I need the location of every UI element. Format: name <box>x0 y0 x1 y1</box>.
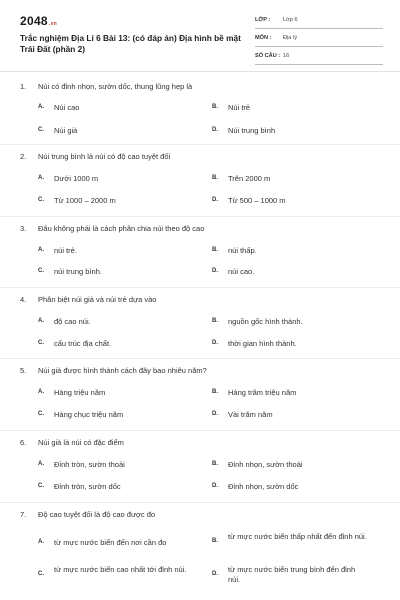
question-number: 1. <box>20 82 27 91</box>
question-text: Núi có đỉnh nhọn, sườn dốc, thung lũng hẹp là <box>38 82 193 91</box>
question-text: Núi già được hình thành cách đây bao nhiêu năm? <box>38 366 207 375</box>
meta-row-subject <box>255 32 383 47</box>
option-letter: C. <box>38 571 44 577</box>
option-letter: C. <box>38 268 44 274</box>
option-text: cấu trúc địa chất. <box>54 339 112 348</box>
option-text: Từ 500 – 1000 m <box>228 196 286 205</box>
worksheet-meta <box>255 14 383 68</box>
option-text: Đỉnh tròn, sườn dốc <box>54 482 121 491</box>
option-letter: D. <box>212 571 218 577</box>
question-divider <box>0 358 400 359</box>
option-letter: C. <box>38 127 44 133</box>
option-letter: D. <box>212 340 218 346</box>
option-letter: D. <box>212 483 218 489</box>
option-letter: A. <box>38 247 44 253</box>
worksheet-header <box>0 0 400 74</box>
option-text: Núi trung bình <box>228 126 276 135</box>
option-text: độ cao núi. <box>54 317 91 326</box>
option-text: Đỉnh tròn, sườn thoải <box>54 460 125 469</box>
option-letter: B. <box>212 318 218 324</box>
option-text: Đỉnh nhọn, sườn thoải <box>228 460 303 469</box>
option-text: Hàng trăm triệu năm <box>228 388 297 397</box>
option-text: núi thấp. <box>228 246 257 255</box>
option-letter: A. <box>38 104 44 110</box>
header-divider <box>0 71 400 72</box>
option-letter: B. <box>212 461 218 467</box>
option-letter: A. <box>38 539 44 545</box>
option-text: từ mực nước biển cao nhất tới đỉnh núi. <box>54 565 187 574</box>
question-number: 5. <box>20 366 27 375</box>
site-logo[interactable] <box>20 14 57 28</box>
logo-main-text: 2048 <box>20 14 48 28</box>
meta-class-value: Lớp 6 <box>283 17 298 23</box>
question-divider <box>0 144 400 145</box>
question-number: 2. <box>20 152 27 161</box>
meta-count-label: SỐ CÂU : <box>255 53 281 59</box>
option-text: thời gian hình thành. <box>228 339 297 348</box>
question-divider <box>0 216 400 217</box>
option-text: Dưới 1000 m <box>54 174 99 183</box>
option-text: núi cao. <box>228 267 255 276</box>
option-text: nguồn gốc hình thành. <box>228 317 303 326</box>
question-number: 7. <box>20 510 27 519</box>
option-text: từ mực nước biển thấp nhất đến đỉnh núi. <box>228 532 367 541</box>
option-letter: B. <box>212 389 218 395</box>
meta-subject-value: Địa lý <box>283 35 297 41</box>
option-letter: B. <box>212 175 218 181</box>
logo-domain-text: .vn <box>48 21 58 27</box>
option-letter: C. <box>38 411 44 417</box>
option-text: từ mực nước biển trung bình đến đỉnh núi. <box>228 565 356 584</box>
option-letter: A. <box>38 461 44 467</box>
option-letter: C. <box>38 483 44 489</box>
option-letter: D. <box>212 268 218 274</box>
option-letter: C. <box>38 197 44 203</box>
option-text: Núi già <box>54 126 78 135</box>
option-text: Hàng triệu năm <box>54 388 106 397</box>
option-text: Từ 1000 – 2000 m <box>54 196 116 205</box>
option-text: Trên 2000 m <box>228 174 271 183</box>
meta-class-label: LỚP : <box>255 17 271 23</box>
option-text: núi trẻ. <box>54 246 77 255</box>
question-text: Độ cao tuyệt đối là độ cao được đo <box>38 510 156 519</box>
option-letter: D. <box>212 411 218 417</box>
meta-row-class <box>255 14 383 29</box>
option-text: Hàng chục triệu năm <box>54 410 124 419</box>
option-text: Núi cao <box>54 103 80 112</box>
question-divider <box>0 430 400 431</box>
question-number: 6. <box>20 438 27 447</box>
question-text: Đâu không phải là cách phân chia núi theo độ cao <box>38 224 205 233</box>
meta-subject-label: MÔN : <box>255 35 272 41</box>
option-text: Đỉnh nhọn, sườn dốc <box>228 482 299 491</box>
option-letter: B. <box>212 104 218 110</box>
option-letter: C. <box>38 340 44 346</box>
meta-row-count <box>255 50 383 65</box>
question-text: Phân biệt núi già và núi trẻ dựa vào <box>38 295 157 304</box>
option-letter: D. <box>212 127 218 133</box>
question-number: 4. <box>20 295 27 304</box>
option-text: từ mực nước biển đến nơi cần đo <box>54 538 167 547</box>
option-text: Núi trẻ <box>228 103 251 112</box>
question-divider <box>0 502 400 503</box>
option-letter: A. <box>38 175 44 181</box>
question-divider <box>0 287 400 288</box>
question-number: 3. <box>20 224 27 233</box>
meta-count-value: 16 <box>283 53 290 59</box>
question-text: Núi trung bình là núi có độ cao tuyệt đối <box>38 152 171 161</box>
question-text: Núi già là núi có đặc điểm <box>38 438 124 447</box>
option-letter: A. <box>38 389 44 395</box>
option-letter: B. <box>212 247 218 253</box>
option-text: núi trung bình. <box>54 267 102 276</box>
option-letter: B. <box>212 538 218 544</box>
document-title: Trắc nghiệm Địa Lí 6 Bài 13: (có đáp án) Địa hình bề mặt Trái Đất (phần 2) <box>20 33 241 54</box>
option-letter: D. <box>212 197 218 203</box>
option-text: Vài trăm năm <box>228 410 273 419</box>
option-letter: A. <box>38 318 44 324</box>
